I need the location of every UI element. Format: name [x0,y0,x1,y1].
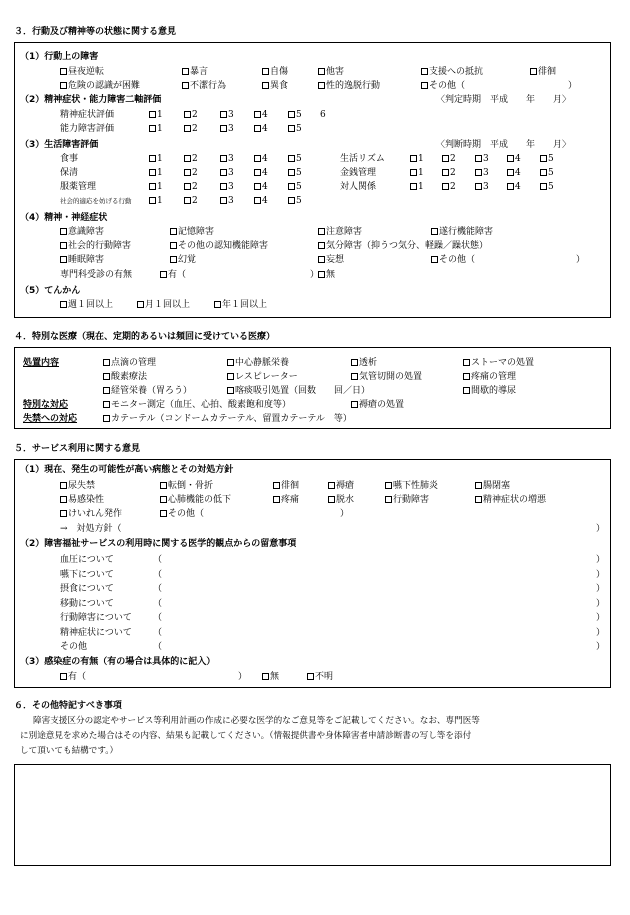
life-eval-label-right: 対人関係 [340,182,377,192]
life-eval-label: 保清 [60,168,79,178]
psy-eval-option[interactable]: 1 [149,111,163,120]
treatment-option[interactable]: ストーマの処置 [463,359,534,368]
epilepsy-option[interactable]: 月１回以上 [137,301,190,310]
infection-heading: （3）感染症の有無（有の場合は具体的に記入） [20,657,216,667]
life-eval-option[interactable]: 3 [220,183,234,192]
neuro-option[interactable]: 気分障害（抑うつ気分、軽躁／躁状態） [318,242,488,251]
behavior-option[interactable]: 他害 [318,68,344,77]
neuro-option[interactable]: 幻覚 [170,256,196,265]
behavior-other-close: ） [568,81,578,91]
life-eval-option[interactable]: 2 [184,169,198,178]
monitor-option[interactable]: モニター測定（血圧、心拍、酸素飽和度等） [103,401,291,410]
behavior-option[interactable]: 支援への抵抗 [421,68,483,77]
life-eval-option[interactable]: 3 [475,183,489,192]
condition-heading: （1）現在、発生の可能性が高い病態とその対処方針 [20,465,234,475]
condition-option[interactable]: その他（ [160,510,204,519]
life-eval-label: 社会的適応を妨げる行動 [60,197,132,205]
condition-option[interactable]: 心肺機能の低下 [160,496,231,505]
welfare-close: ） [596,627,606,638]
psy-eval-option[interactable]: 4 [254,125,268,134]
notes-line1: 障害支援区分の認定やサービス等利用計画の作成に必要な医学的なご意見等をご記載してください。なお、専門医等 [33,716,480,726]
condition-option[interactable]: 行動障害 [385,496,429,505]
judgement-period: 〈判定時期 平成 年 月〉 [436,95,572,105]
behavior-option[interactable]: 危険の認識が困難 [60,82,140,91]
behavior-option[interactable]: 不潔行為 [182,82,226,91]
section4-title: ４．特別な医療（現在、定期的あるいは頻回に受けている医療） [14,332,276,342]
life-eval-option[interactable]: 5 [540,155,554,164]
neuro-option[interactable]: 注意障害 [318,228,362,237]
life-eval-option[interactable]: 1 [149,155,163,164]
life-eval-label-right: 金銭管理 [340,168,377,178]
welfare-close: ） [596,613,606,623]
life-eval-option[interactable]: 4 [254,197,268,206]
behavior-option[interactable]: 異食 [262,82,288,91]
life-eval-label: 服薬管理 [60,182,97,192]
condition-option[interactable]: 易感染性 [60,496,104,505]
special-label: 特別な対応 [23,400,69,410]
life-eval-option[interactable]: 5 [288,197,302,206]
behavior-option[interactable]: 徘徊 [530,68,556,77]
life-eval-option[interactable]: 4 [507,183,521,192]
psy-eval-option[interactable]: 3 [220,111,234,120]
condition-other-close: ） [340,509,350,519]
infection-yes-close: ） [238,672,248,682]
welfare-close: ） [596,555,606,565]
judgement-period-2: 〈判断時期 平成 年 月〉 [436,140,572,150]
welfare-close: ） [596,598,606,609]
welfare-item-label: 嚥下について [60,569,114,580]
psy-eval-label: 能力障害評価 [60,124,115,134]
condition-option[interactable]: 転倒・骨折 [160,482,213,491]
life-eval-option[interactable]: 3 [475,169,489,178]
psy-eval-option[interactable]: 2 [184,111,198,120]
life-eval-option[interactable]: 3 [220,169,234,178]
welfare-open: （ [153,569,163,580]
welfare-close: ） [596,584,606,594]
psychiatric-heading: （2）精神症状・能力障害二軸評価 [20,95,162,105]
infection-unknown[interactable]: 不明 [307,673,333,682]
notes-line2: に別途意見を求めた場合はその内容、結果も記載してください。（情報提供書や身体障害者申請診断書の写し等を添付 [20,731,472,741]
life-eval-option[interactable]: 3 [220,155,234,164]
life-eval-option[interactable]: 5 [288,183,302,192]
life-eval-option[interactable]: 4 [254,155,268,164]
life-eval-option[interactable]: 5 [540,169,554,178]
treatment-option[interactable]: 経管栄養（胃ろう） [103,387,192,396]
treatment-option[interactable]: レスピレーター [227,373,298,382]
welfare-close: ） [596,642,606,652]
psy-eval-option[interactable]: 5 [288,125,302,134]
condition-option[interactable]: 嚥下性肺炎 [385,482,438,491]
epilepsy-option[interactable]: 週１回以上 [60,301,113,310]
life-eval-option[interactable]: 2 [442,169,456,178]
condition-option[interactable]: 腸閉塞 [475,482,510,491]
welfare-open: （ [153,555,163,565]
treatment-label: 処置内容 [23,358,60,368]
infection-yes[interactable]: 有（ [60,673,86,682]
welfare-open: （ [153,642,163,652]
psy-eval-option[interactable]: 2 [184,125,198,134]
welfare-open: （ [153,627,163,638]
condition-option[interactable]: 徘徊 [273,482,299,491]
psy-eval-label: 精神症状評価 [60,110,115,120]
life-eval-option[interactable]: 2 [184,197,198,206]
specialist-yes-close: ） [310,270,320,280]
life-eval-option[interactable]: 3 [220,197,234,206]
welfare-open: （ [153,613,163,623]
life-eval-option[interactable]: 2 [442,183,456,192]
epilepsy-heading: （5）てんかん [20,286,81,296]
neuro-other-close: ） [576,255,586,265]
life-eval-option[interactable]: 4 [254,183,268,192]
section3-title: ３．行動及び精神等の状態に関する意見 [14,27,177,37]
neuro-heading: （4）精神・神経症状 [20,213,108,223]
treatment-option[interactable]: 酸素療法 [103,373,147,382]
specialist-yes[interactable]: 有（ [160,271,186,280]
life-eval-option[interactable]: 1 [149,183,163,192]
behavior-option[interactable]: 性的逸脱行動 [318,82,380,91]
neuro-option[interactable]: その他の認知機能障害 [170,242,268,251]
welfare-item-label: 摂食について [60,584,114,594]
treatment-option[interactable]: 点滴の管理 [103,359,156,368]
life-eval-option[interactable]: 1 [149,169,163,178]
psy-eval-option[interactable]: 4 [254,111,268,120]
condition-option[interactable]: 精神症状の増悪 [475,496,546,505]
neuro-option[interactable]: 社会的行動障害 [60,242,131,251]
section5-title: ５．サービス利用に関する意見 [14,444,141,454]
welfare-item-label: 血圧について [60,555,114,565]
welfare-open: （ [153,598,163,609]
epilepsy-option[interactable]: 年１回以上 [214,301,267,310]
welfare-close: ） [596,569,606,580]
psy-eval-option: 6 [320,110,326,120]
life-eval-label: 食事 [60,154,79,164]
life-eval-option[interactable]: 4 [507,169,521,178]
treatment-option[interactable]: 間歇的導尿 [463,387,516,396]
condition-option[interactable]: 尿失禁 [60,482,95,491]
life-eval-option[interactable]: 1 [149,197,163,206]
neuro-option[interactable]: 記憶障害 [170,228,214,237]
life-heading: （3）生活障害評価 [20,140,99,150]
catheter-option[interactable]: カテーテル（コンドームカテーテル、留置カテーテル 等） [103,415,352,424]
treatment-option[interactable]: 疼痛の管理 [463,373,516,382]
welfare-heading: （2）障害福祉サービスの利用時に関する医学的観点からの留意事項 [20,539,297,549]
notes-textarea[interactable] [14,764,611,866]
welfare-item-label: 行動障害について [60,613,132,623]
treatment-option[interactable]: 中心静脈栄養 [227,359,289,368]
neuro-option[interactable]: その他（ [431,256,475,265]
life-eval-option[interactable]: 2 [442,155,456,164]
pressure-ulcer-option[interactable]: 褥瘡の処置 [351,401,404,410]
incontinence-label: 失禁への対応 [23,414,78,424]
psy-eval-option[interactable]: 1 [149,125,163,134]
welfare-open: （ [153,584,163,594]
psy-eval-option[interactable]: 3 [220,125,234,134]
life-eval-option[interactable]: 1 [410,183,424,192]
behavior-option[interactable]: 自傷 [262,68,288,77]
specialist-label: 専門科受診の有無 [60,270,133,280]
condition-option[interactable]: 疼痛 [273,496,299,505]
welfare-item-label: 移動について [60,598,114,609]
psy-eval-option[interactable]: 5 [288,111,302,120]
behavior-option[interactable]: 暴言 [182,68,208,77]
behavior-heading: （1）行動上の障害 [20,52,99,62]
condition-option[interactable]: けいれん発作 [60,510,122,519]
neuro-option[interactable]: 意識障害 [60,228,104,237]
welfare-item-label: その他 [60,642,88,652]
life-eval-option[interactable]: 1 [410,155,424,164]
specialist-no[interactable]: 無 [318,271,335,280]
notes-line3: して頂いても結構です。） [20,746,119,756]
life-eval-option[interactable]: 5 [540,183,554,192]
life-eval-option[interactable]: 1 [410,169,424,178]
infection-no[interactable]: 無 [262,673,279,682]
condition-option[interactable]: 褥瘡 [328,482,354,491]
neuro-option[interactable]: 睡眠障害 [60,256,104,265]
life-eval-option[interactable]: 2 [184,155,198,164]
treatment-option[interactable]: 気管切開の処置 [351,373,422,382]
policy-close: ） [596,524,606,534]
behavior-option[interactable]: その他（ [421,82,465,91]
behavior-option[interactable]: 昼夜逆転 [60,68,104,77]
treatment-option[interactable]: 喀痰吸引処置（回数 回／日） [227,387,370,396]
policy-label: → 対処方針（ [60,524,122,534]
welfare-item-label: 精神症状について [60,627,132,638]
life-eval-option[interactable]: 3 [475,155,489,164]
neuro-option[interactable]: 妄想 [318,256,344,265]
condition-option[interactable]: 脱水 [328,496,354,505]
life-eval-option[interactable]: 2 [184,183,198,192]
section6-title: ６．その他特記すべき事項 [14,701,122,711]
neuro-option[interactable]: 遂行機能障害 [431,228,493,237]
life-eval-option[interactable]: 5 [288,169,302,178]
treatment-option[interactable]: 透析 [351,359,377,368]
life-eval-option[interactable]: 4 [254,169,268,178]
life-eval-option[interactable]: 4 [507,155,521,164]
life-eval-label-right: 生活リズム [340,154,385,164]
life-eval-option[interactable]: 5 [288,155,302,164]
